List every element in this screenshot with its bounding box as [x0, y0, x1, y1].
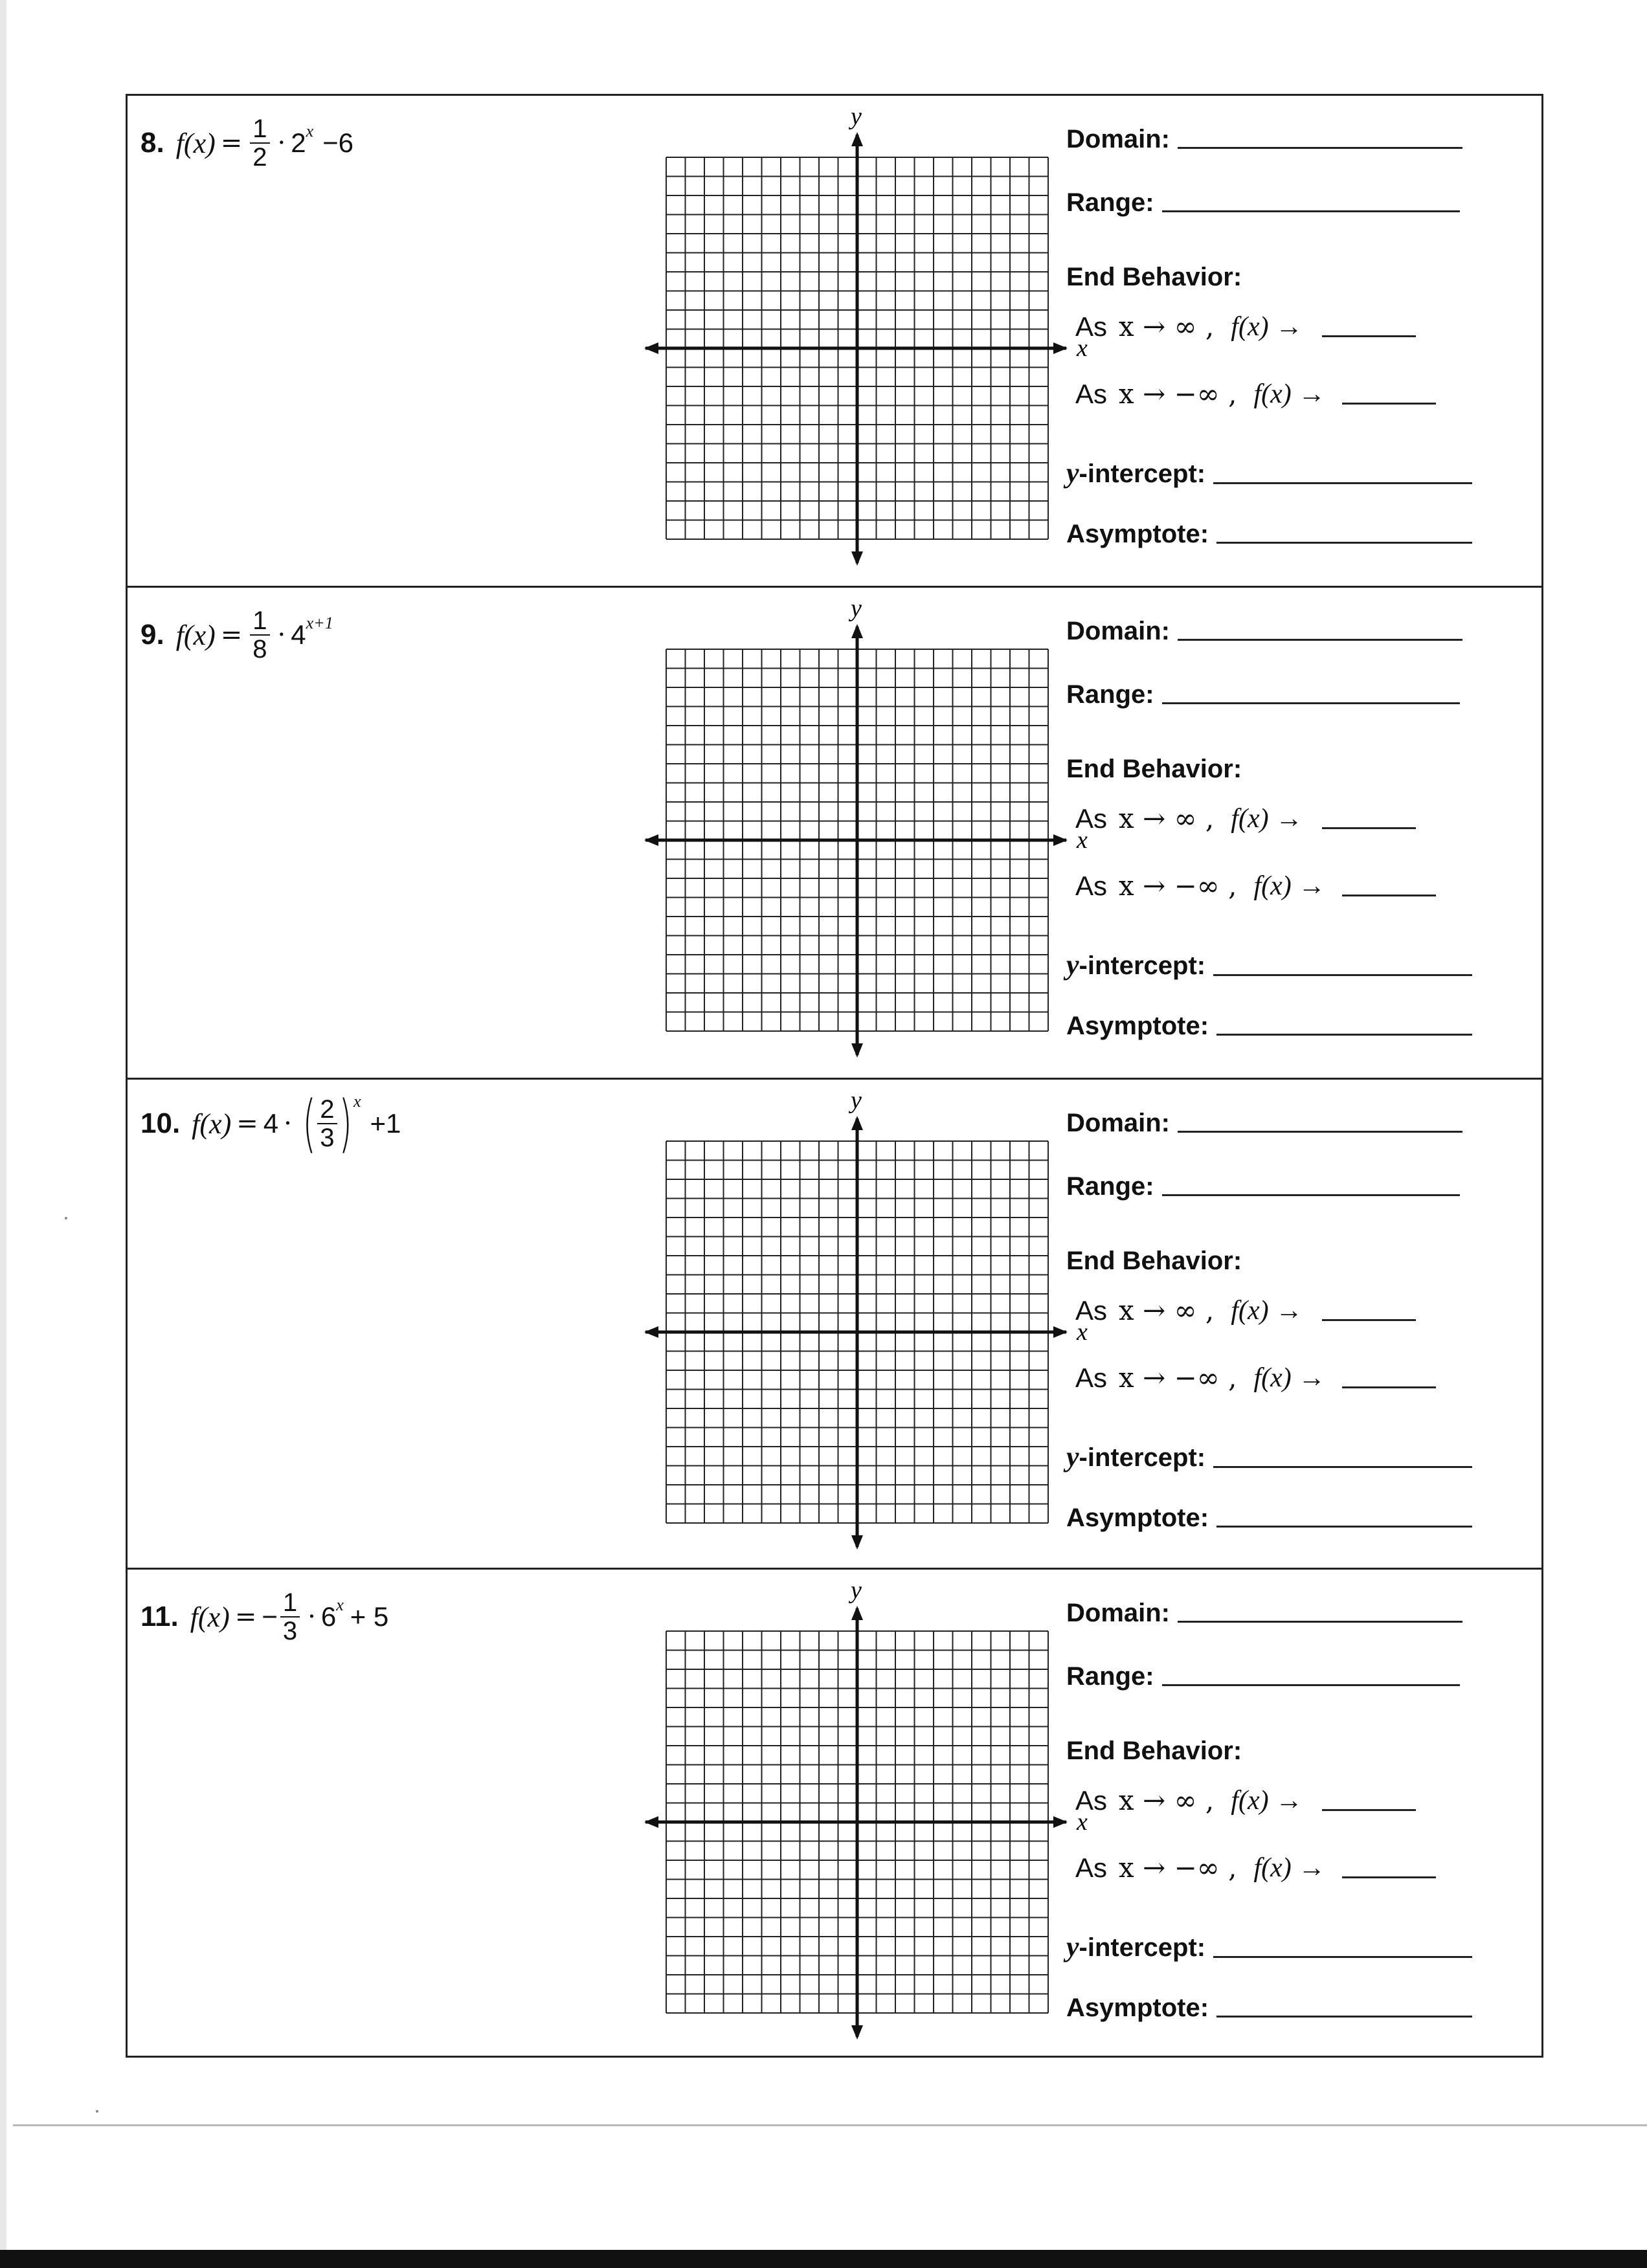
end-behavior-neg-blank[interactable]	[1342, 895, 1436, 896]
dot-operator: ·	[308, 1602, 316, 1632]
as-text: As	[1075, 379, 1108, 409]
close-paren: )	[338, 1087, 352, 1160]
answer-fields	[1066, 1570, 1545, 2060]
as-text: As	[1075, 1295, 1108, 1326]
end-behavior-label: End Behavior:	[1066, 263, 1242, 291]
domain-label: Domain:	[1066, 617, 1170, 645]
y-axis-arrow-down	[851, 1535, 863, 1550]
problem-number: 9.	[140, 619, 164, 650]
fx-arrow: f(x) →	[1231, 1296, 1303, 1326]
end-behavior-neg-blank[interactable]	[1342, 403, 1436, 405]
x-axis-arrow-right	[1053, 1816, 1068, 1828]
problem-number: 10.	[140, 1107, 181, 1139]
y-intercept-field	[1066, 456, 1472, 489]
problem-number: 11.	[140, 1601, 179, 1632]
y-axis-arrow-up	[851, 1116, 863, 1130]
x-axis-label: x	[1077, 335, 1088, 362]
end-behavior-label: End Behavior:	[1066, 1247, 1242, 1275]
coefficient-fraction	[250, 115, 269, 171]
problem-8	[128, 96, 1541, 588]
y-intercept-blank[interactable]	[1213, 1956, 1472, 1958]
negative-sign: −	[262, 1601, 278, 1632]
range-blank[interactable]	[1162, 1684, 1460, 1686]
coordinate-grid[interactable]	[516, 1570, 1099, 2062]
y-axis-label: y	[851, 1087, 862, 1114]
fx-arrow: f(x) →	[1253, 1853, 1326, 1883]
x-to-pos-inf: x → ∞ ,	[1119, 311, 1215, 342]
equation-10	[140, 1087, 401, 1160]
denominator: 8	[252, 635, 267, 663]
asymptote-blank[interactable]	[1216, 542, 1472, 544]
y-axis-arrow-down	[851, 1043, 863, 1058]
asymptote-label: Asymptote:	[1066, 1504, 1209, 1532]
base-fraction	[317, 1096, 337, 1151]
constant-term: + 5	[350, 1601, 389, 1632]
x-to-pos-inf: x → ∞ ,	[1119, 1295, 1215, 1326]
end-behavior-field	[1066, 1737, 1242, 1766]
domain-blank[interactable]	[1178, 639, 1462, 641]
end-behavior-field	[1066, 755, 1242, 784]
x-axis-arrow-left	[644, 1816, 658, 1828]
numerator: 1	[280, 1589, 300, 1618]
asymptote-label: Asymptote:	[1066, 1994, 1209, 2022]
constant-term: −6	[322, 128, 354, 158]
y-intercept-label: y-intercept:	[1066, 457, 1206, 489]
dot-operator: ·	[284, 1109, 292, 1139]
equation-8	[140, 115, 353, 171]
answer-fields	[1066, 1080, 1545, 1568]
constant-term: +1	[370, 1108, 401, 1139]
exponent: x+1	[306, 614, 333, 632]
denominator: 3	[282, 1617, 298, 1645]
x-axis-label: x	[1077, 827, 1088, 854]
fx-arrow: f(x) →	[1231, 804, 1303, 834]
denominator: 2	[252, 143, 267, 172]
x-axis-arrow-left	[644, 342, 658, 354]
equals-sign: =	[236, 1109, 258, 1139]
dot-operator: ·	[277, 620, 286, 650]
numerator: 1	[250, 115, 269, 144]
asymptote-blank[interactable]	[1216, 1034, 1472, 1036]
asymptote-field	[1066, 1012, 1472, 1041]
end-behavior-neg	[1075, 1362, 1436, 1394]
fx-arrow: f(x) →	[1253, 1363, 1326, 1393]
y-axis-label: y	[851, 103, 862, 130]
end-behavior-pos-blank[interactable]	[1322, 1809, 1416, 1811]
range-label: Range:	[1066, 1662, 1154, 1691]
x-to-neg-inf: x → −∞ ,	[1119, 378, 1237, 410]
fx-arrow: f(x) →	[1231, 312, 1303, 342]
fx-arrow: f(x) →	[1253, 379, 1326, 409]
scan-edge	[0, 0, 6, 2268]
domain-blank[interactable]	[1178, 1621, 1462, 1623]
asymptote-field	[1066, 1504, 1472, 1533]
y-axis-arrow-down	[851, 2025, 863, 2040]
y-axis-arrow-up	[851, 132, 863, 146]
range-blank[interactable]	[1162, 1194, 1460, 1196]
range-field	[1066, 188, 1460, 217]
end-behavior-neg	[1075, 1852, 1436, 1884]
range-field	[1066, 1662, 1460, 1691]
exponent: x	[336, 1595, 344, 1614]
base: 4	[291, 619, 306, 650]
scan-speck	[96, 2110, 98, 2113]
as-text: As	[1075, 1852, 1108, 1883]
x-to-neg-inf: x → −∞ ,	[1119, 870, 1237, 902]
x-axis-label: x	[1077, 1318, 1088, 1346]
x-to-neg-inf: x → −∞ ,	[1119, 1852, 1237, 1884]
as-text: As	[1075, 871, 1108, 901]
coefficient-fraction	[280, 1589, 300, 1645]
range-blank[interactable]	[1162, 702, 1460, 704]
equation-9	[140, 607, 333, 663]
x-axis-arrow-right	[1053, 1326, 1068, 1338]
end-behavior-pos	[1075, 311, 1416, 342]
end-behavior-neg-blank[interactable]	[1342, 1876, 1436, 1878]
exponent: x	[353, 1092, 361, 1111]
as-text: As	[1075, 803, 1108, 834]
function-name: f(x)	[192, 1107, 232, 1140]
end-behavior-field	[1066, 263, 1242, 292]
equation-11	[140, 1589, 388, 1645]
fx-arrow: f(x) →	[1253, 871, 1326, 901]
as-text: As	[1075, 311, 1108, 342]
y-intercept-label: y-intercept:	[1066, 949, 1206, 981]
as-text: As	[1075, 1785, 1108, 1816]
x-to-pos-inf: x → ∞ ,	[1119, 1784, 1215, 1816]
scan-bottom-edge	[0, 2250, 1647, 2268]
domain-field	[1066, 125, 1462, 154]
equals-sign: =	[220, 620, 243, 650]
coefficient-fraction	[250, 607, 269, 663]
x-axis-arrow-left	[644, 834, 658, 846]
domain-label: Domain:	[1066, 125, 1170, 153]
y-axis-arrow-up	[851, 1606, 863, 1620]
base: 2	[291, 128, 306, 158]
domain-label: Domain:	[1066, 1599, 1170, 1627]
y-intercept-field	[1066, 1440, 1472, 1473]
y-axis-arrow-up	[851, 624, 863, 638]
end-behavior-neg	[1075, 378, 1436, 410]
x-axis-label: x	[1077, 1808, 1088, 1836]
y-intercept-field	[1066, 948, 1472, 981]
range-label: Range:	[1066, 188, 1154, 217]
end-behavior-pos-blank[interactable]	[1322, 1319, 1416, 1321]
end-behavior-label: End Behavior:	[1066, 755, 1242, 783]
answer-fields	[1066, 588, 1545, 1078]
y-axis-label: y	[851, 595, 862, 622]
domain-blank[interactable]	[1178, 1131, 1462, 1133]
y-intercept-blank[interactable]	[1213, 482, 1472, 484]
answer-fields	[1066, 96, 1545, 586]
y-intercept-blank[interactable]	[1213, 974, 1472, 976]
problem-number: 8.	[140, 127, 164, 159]
fx-arrow: f(x) →	[1231, 1786, 1303, 1816]
end-behavior-label: End Behavior:	[1066, 1737, 1242, 1765]
x-axis-arrow-left	[644, 1326, 658, 1338]
equals-sign: =	[234, 1602, 257, 1632]
y-axis-label: y	[851, 1577, 862, 1604]
end-behavior-pos-blank[interactable]	[1322, 827, 1416, 829]
scan-line	[13, 2124, 1647, 2126]
y-intercept-blank[interactable]	[1213, 1466, 1472, 1468]
end-behavior-field	[1066, 1247, 1242, 1276]
worksheet	[126, 94, 1543, 2058]
exponent: x	[306, 122, 314, 140]
coefficient: 4	[263, 1108, 279, 1139]
coordinate-grid[interactable]	[516, 96, 1099, 588]
domain-field	[1066, 1109, 1462, 1138]
end-behavior-neg	[1075, 870, 1436, 902]
end-behavior-pos-blank[interactable]	[1322, 335, 1416, 337]
domain-blank[interactable]	[1178, 147, 1462, 149]
range-label: Range:	[1066, 1172, 1154, 1201]
asymptote-blank[interactable]	[1216, 2016, 1472, 2018]
y-axis-arrow-down	[851, 551, 863, 566]
range-blank[interactable]	[1162, 210, 1460, 212]
end-behavior-neg-blank[interactable]	[1342, 1386, 1436, 1388]
end-behavior-pos	[1075, 1295, 1416, 1326]
end-behavior-pos	[1075, 803, 1416, 834]
range-field	[1066, 1172, 1460, 1201]
x-axis-arrow-right	[1053, 834, 1068, 846]
y-intercept-field	[1066, 1930, 1472, 1963]
y-intercept-label: y-intercept:	[1066, 1441, 1206, 1473]
problem-10	[128, 1080, 1541, 1570]
x-to-neg-inf: x → −∞ ,	[1119, 1362, 1237, 1394]
base: 6	[320, 1601, 337, 1632]
coordinate-grid[interactable]	[516, 1080, 1099, 1572]
domain-field	[1066, 617, 1462, 646]
function-name: f(x)	[175, 127, 216, 159]
asymptote-field	[1066, 1994, 1472, 2023]
numerator: 1	[250, 607, 269, 636]
asymptote-label: Asymptote:	[1066, 1012, 1209, 1040]
x-to-pos-inf: x → ∞ ,	[1119, 803, 1215, 834]
range-field	[1066, 680, 1460, 709]
denominator: 3	[320, 1124, 335, 1152]
function-name: f(x)	[190, 1601, 230, 1633]
function-name: f(x)	[175, 619, 216, 651]
coordinate-grid[interactable]	[516, 588, 1099, 1080]
asymptote-field	[1066, 520, 1472, 549]
as-text: As	[1075, 1362, 1108, 1393]
asymptote-blank[interactable]	[1216, 1526, 1472, 1528]
problem-9	[128, 588, 1541, 1080]
domain-label: Domain:	[1066, 1109, 1170, 1137]
equals-sign: =	[220, 128, 243, 158]
end-behavior-pos	[1075, 1784, 1416, 1816]
range-label: Range:	[1066, 680, 1154, 709]
y-intercept-label: y-intercept:	[1066, 1931, 1206, 1962]
x-axis-arrow-right	[1053, 342, 1068, 354]
numerator: 2	[317, 1096, 337, 1124]
domain-field	[1066, 1599, 1462, 1628]
problem-11	[128, 1570, 1541, 2060]
dot-operator: ·	[277, 128, 286, 158]
asymptote-label: Asymptote:	[1066, 520, 1209, 548]
open-paren: (	[302, 1087, 316, 1160]
scan-speck	[65, 1217, 67, 1219]
